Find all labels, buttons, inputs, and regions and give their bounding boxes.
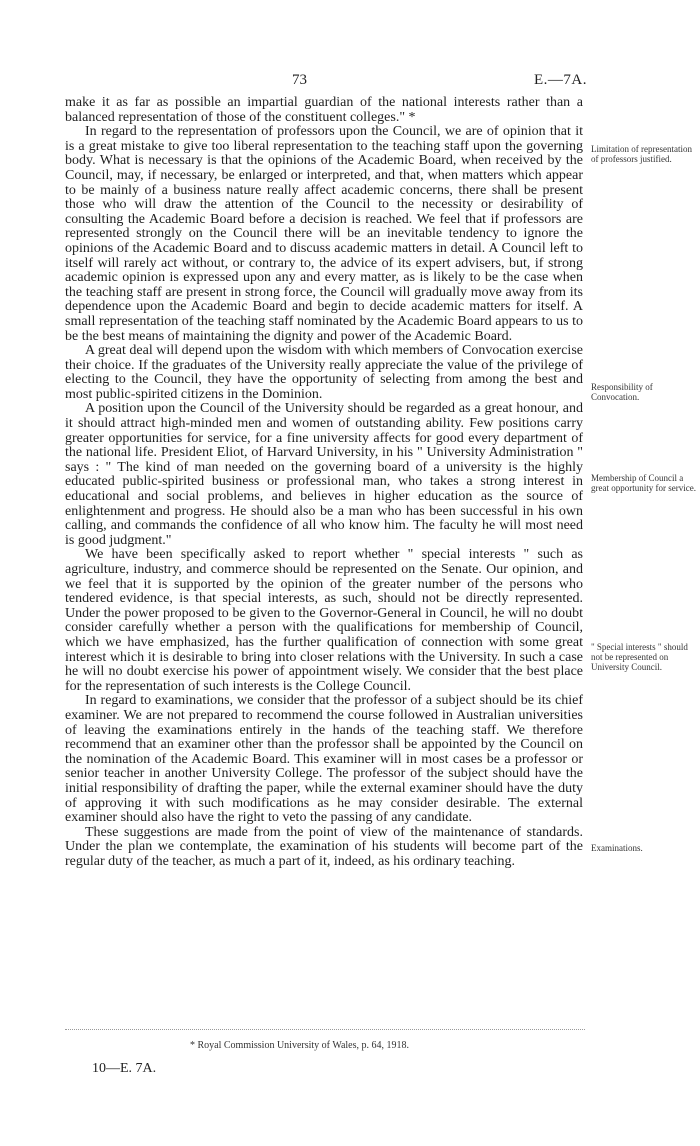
margin-note-examinations: Examinations. (591, 843, 643, 853)
footnote-divider (65, 1029, 585, 1030)
margin-note-convocation: Responsibility of Convocation. (591, 382, 653, 402)
paragraph-professors-representation: In regard to the representation of professors upon the Council, we are of opinion that it is a great mistake to give too liberal representation to the teaching staff upon the governing body. What is necessary is that the opinions of the Academic Board, when received by the Council, may, if necessary, be enlarged or interpreted, and that, when matters which appear to be mainly of a business nature really affect academic concerns, there shall be present those who will draw the attention of the Council to the necessity or desirability of consulting the Academic Board before a decision is reached. We feel that if professors are represented strongly on the Council there will be an inevitable tendency to ignore the opinions of the Academic Board and to discuss academic matters in detail. A Council left to itself will rarely act without, or contrary to, the advice of its expert advisers, but, if strong academic opinion is expressed upon any and every matter, as is likely to be the case when the teaching staff are present in strong force, the Council will gradually move away from its dependence upon the Academic Board and begin to decide academic matters for itself. A small representation of the teaching staff nominated by the Academic Board appears to us to be the best means of maintaining the dignity and power of the Academic Board. (65, 124, 583, 344)
paragraph-special-interests: We have been specifically asked to report whether " special interests " such as agriculture, industry, and commerce should be represented on the Senate. Our opinion, and we feel that it is supported by the opinion of the greater number of the persons who tendered evidence, is that special interests, as such, should not be directly represented. Under the power proposed to be given to the Governor-General in Council, he will no doubt consider carefully whether a person with the qualifications for membership of Council, which we have emphasized, has the further qualification of connection with some great interest which it is desirable to bring into closer relations with the University. In such a case he will no doubt exercise his power of appointment wisely. We consider that the best place for the representation of such interests is the College Council. (65, 547, 583, 694)
print-reference: 10—E. 7A. (92, 1061, 157, 1076)
margin-note-professors: Limitation of representation of professors justified. (591, 144, 692, 164)
paragraph-examinations: In regard to examinations, we consider that the professor of a subject should be its chief examiner. We are not prepared to recommend the course followed in Australian universities of leaving the examinations entirely in the hands of the teaching staff. We therefore recommend that an examiner other than the professor shall be appointed by the Council on the nomination of the Academic Board. This examiner will in most cases be a professor or senior teacher in another University College. The professor of the subject should have the initial responsibility of drafting the paper, while the external examiner should have the duty of approving it with such modifications as he may consider desirable. The external examiner should also have the right to veto the passing of any candidate. (65, 693, 583, 826)
footnote: * Royal Commission University of Wales, p. 64, 1918. (190, 1040, 410, 1051)
margin-note-special-interests: " Special interests " should not be represented on University Council. (591, 642, 688, 672)
paragraph-continuation: make it as far as possible an impartial guardian of the national interests rather than a balanced representation of those of the constituent colleges." * (65, 95, 583, 125)
body-text (65, 96, 583, 869)
page-header (0, 72, 700, 96)
margin-note-membership: Membership of Council a great opportunity for service. (591, 473, 696, 493)
paragraph-convocation: A great deal will depend upon the wisdom with which members of Convocation exercise their choice. If the graduates of the University really appreciate the value of the privilege of electing to the Council, they have the opportunity of selecting from among the best and most public-spirited citizens in the Dominion. (65, 343, 583, 402)
document-reference: E.—7A. (534, 72, 587, 88)
paragraph-standards: These suggestions are made from the point of view of the maintenance of standards. Under the plan we contemplate, the examination of his students will become part of the regular duty of the teacher, as much a part of it, indeed, as his ordinary teaching. (65, 824, 583, 869)
page-number: 73 (292, 72, 307, 88)
paragraph-council-position: A position upon the Council of the University should be regarded as a great honour, and it should attract high-minded men and women of outstanding ability. Few positions carry greater opportunities for service, for a fine university affects for good every department of the national life. President Eliot, of Harvard University, in his " University Administration " says : " The kind of man needed on the governing board of a university is the highly educated public-spirited business or professional man, who takes a strong interest in educational and social problems, and believes in higher education as the source of enlightenment and progress. He should also be a man who has been successful in his own calling, and commands the confidence of all who know him. The faculty he will most need is good judgment." (65, 401, 583, 548)
